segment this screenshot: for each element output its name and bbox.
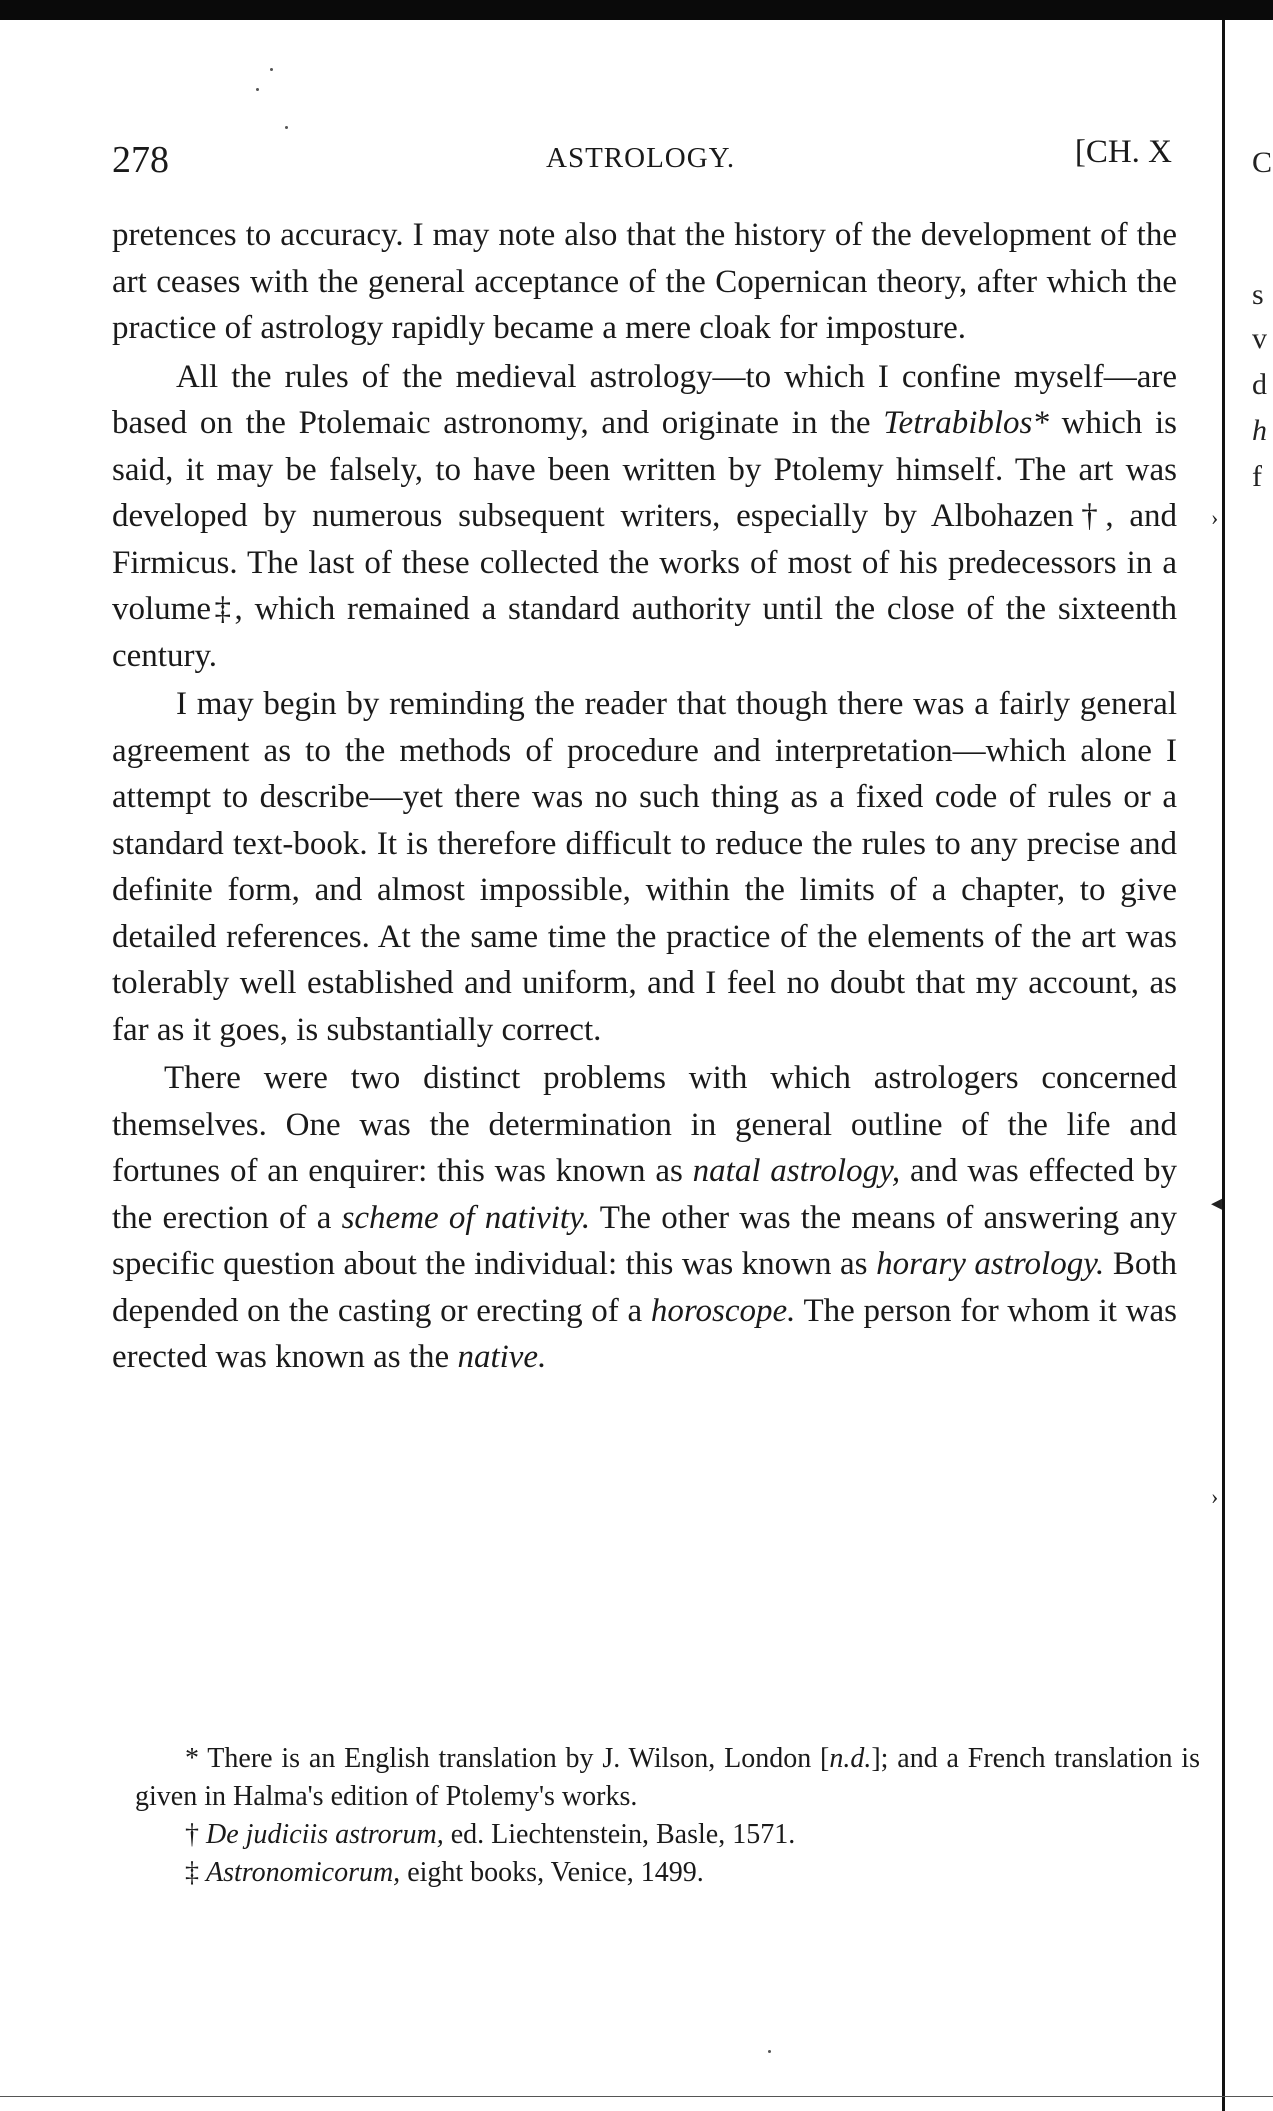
paragraph (112, 1055, 1177, 1381)
footnote-mark: † (185, 1819, 199, 1850)
scan-bottom-edge (0, 2096, 1273, 2097)
footnote-mark: ‡ (185, 1857, 199, 1888)
paragraph: I may begin by reminding the reader that though there was a fairly general agreement as to the methods of procedure and interpretation—which alone I attempt to describe—yet there was no such thing as a fixed code of rules or a standard text-book. It is therefore difficult to reduce the rules to any precise and definite form, and almost impossible, within the limits of a chapter, to give detailed references. At the same time the practice of the elements of the art was tolerably well established and uniform, and I feel no doubt that my account, as far as it goes, is substantially correct. (112, 686, 1177, 1048)
edge-letter: C (1252, 146, 1273, 179)
footnote (135, 1854, 1200, 1892)
footnote-title: De judiciis astrorum, (206, 1819, 444, 1850)
italic-term: natal astrology, (692, 1153, 901, 1189)
footnotes (135, 1740, 1200, 1892)
italic-term: horary astrology. (876, 1246, 1105, 1282)
body-text (112, 212, 1177, 1383)
scan-top-border (0, 0, 1273, 20)
footnote-italic: n.d. (829, 1743, 872, 1774)
margin-mark: ◂ (1211, 1190, 1223, 1215)
text-run: Both depended on the casting or erecting of a (112, 1246, 1178, 1329)
footnote-title: Astronomicorum, (206, 1857, 401, 1888)
text-run: All the rules of the medieval astrology—to which I confine myself—are based on the Ptolemaic astronomy, and originate in the (112, 358, 1177, 441)
edge-letter: s (1252, 278, 1264, 311)
scan-speck (270, 68, 273, 71)
edge-letter: f (1252, 460, 1262, 493)
footnote-text: eight books, Venice, 1499. (407, 1857, 704, 1888)
text-run: which is said, it may be falsely, to have been written by Ptolemy himself. The art was developed by numerous subsequent writers, especially by Albohazen†, and Firmicus. The last of these collected the works of most of his predecessors in a volume‡, which remained a standard authority until the close of the sixteenth century. (112, 405, 1177, 674)
footnote (135, 1740, 1200, 1816)
text-run: The person for whom it was erected was known as the (112, 1292, 1178, 1375)
italic-term: scheme of nativity. (341, 1199, 591, 1236)
italic-term: native. (457, 1339, 547, 1375)
footnote (135, 1816, 1200, 1854)
page-header (112, 134, 1172, 188)
chapter-marker: [CH. X (1074, 134, 1172, 170)
paragraph: pretences to accuracy. I may note also that the history of the development of the art ceases with the general acceptance of the Copernican theory, after which the practice of astrology rapidly became a mere cloak for imposture. (112, 217, 1177, 346)
scan-speck (285, 126, 288, 129)
footnote-text: * There is an English translation by J. Wilson, London [ (185, 1743, 830, 1774)
margin-mark: › (1211, 1484, 1219, 1509)
edge-letter: d (1252, 368, 1267, 401)
paragraph (112, 354, 1177, 680)
footnote-text: ed. Liechtenstein, Basle, 1571. (450, 1819, 796, 1850)
scan-speck (256, 88, 259, 91)
scan-speck (768, 2050, 771, 2053)
edge-letter: v (1252, 322, 1267, 355)
italic-title: Tetrabiblos* (883, 405, 1049, 441)
page-number: 278 (112, 139, 169, 181)
text-run: The other was the means of answering any specific question about the individual: this was known as (112, 1199, 1178, 1282)
text-run: There were two distinct problems with which astrologers concerned themselves. One was the determination in general outline of the life and fortunes of an enquirer: this was known as (112, 1060, 1177, 1189)
italic-term: horoscope. (650, 1292, 796, 1329)
margin-mark: › (1211, 505, 1219, 530)
edge-letter: h (1252, 414, 1267, 447)
footnote-text: ]; and a French translation is given in Halma's edition of Ptolemy's works. (135, 1743, 1200, 1812)
page-gutter-rule (1222, 20, 1225, 2111)
text-run: and was effected by the erection of a (112, 1153, 1178, 1236)
running-title: ASTROLOGY. (546, 142, 736, 174)
